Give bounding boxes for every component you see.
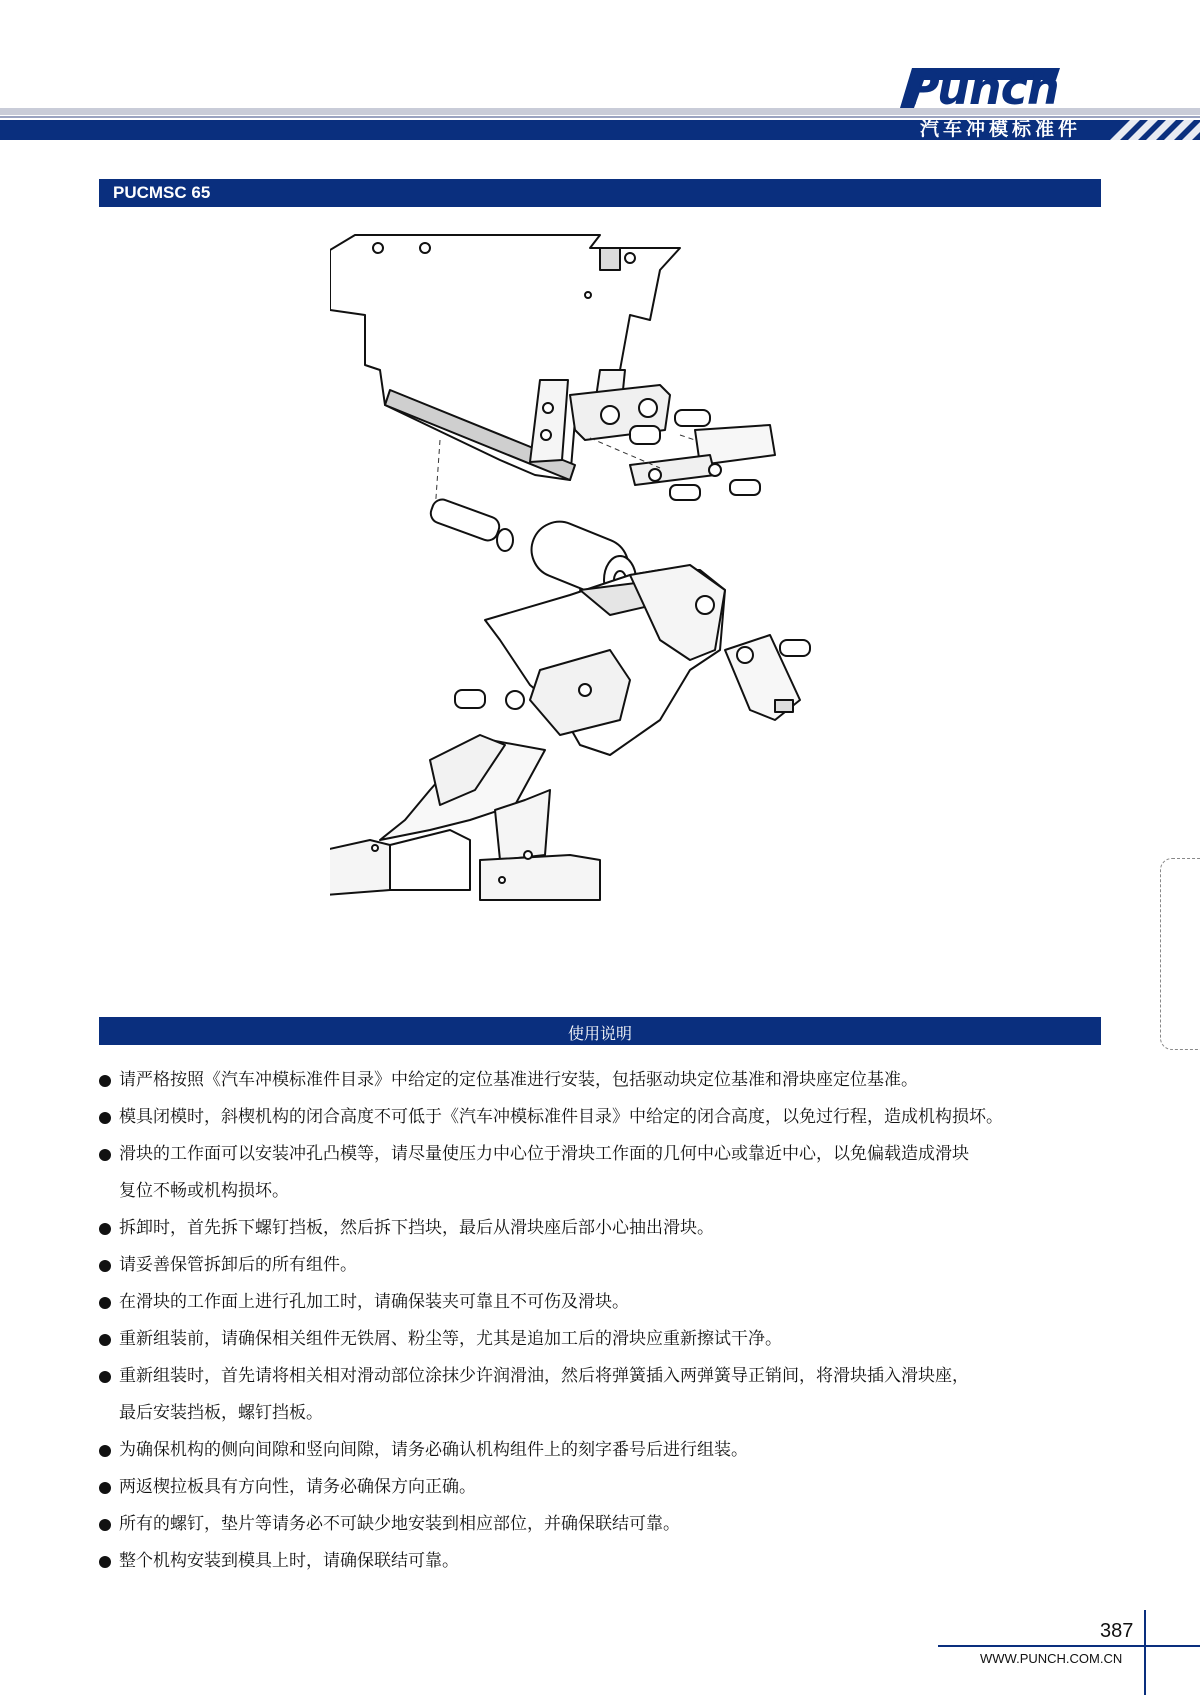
instruction-item: 整个机构安装到模具上时，请确保联结可靠。 [99,1543,1109,1580]
instruction-item: 请严格按照《汽车冲模标准件目录》中给定的定位基准进行安装，包括驱动块定位基准和滑块座定位基准。 [99,1062,1109,1099]
bullet-icon [99,1260,111,1272]
model-title: PUCMSC 65 [113,183,211,202]
instructions-list [99,1062,1109,1580]
instruction-item: 重新组装前，请确保相关组件无铁屑、粉尘等，尤其是追加工后的滑块应重新擦试干净。 [99,1321,1109,1358]
instruction-item: 所有的螺钉，垫片等请务必不可缺少地安装到相应部位，并确保联结可靠。 [99,1506,1109,1543]
instruction-item: 在滑块的工作面上进行孔加工时，请确保装夹可靠且不可伤及滑块。 [99,1284,1109,1321]
model-title-bar [99,179,1101,207]
footer-horizontal-rule [938,1645,1200,1647]
instruction-item: 重新组装时，首先请将相关相对滑动部位涂抹少许润滑油，然后将弹簧插入两弹簧导正销间，将滑块插入滑块座， 最后安装挡板，螺钉挡板。 [99,1358,1109,1432]
logo-wordmark: Punch [906,61,1059,115]
instruction-item: 拆卸时，首先拆下螺钉挡板，然后拆下挡块，最后从滑块座后部小心抽出滑块。 [99,1210,1109,1247]
bullet-icon [99,1445,111,1457]
footer-url: WWW.PUNCH.COM.CN [980,1651,1123,1666]
instruction-item: 请妥善保管拆卸后的所有组件。 [99,1247,1109,1284]
base-left [330,840,390,895]
bullet-icon [99,1519,111,1531]
bullet-icon [99,1297,111,1309]
bullet-icon [99,1556,111,1568]
usage-title-bar [99,1017,1101,1045]
bullet-icon [99,1223,111,1235]
exploded-assembly-drawing [330,230,870,990]
instruction-item: 两返楔拉板具有方向性，请务必确保方向正确。 [99,1469,1109,1506]
bullet-icon [99,1482,111,1494]
guide-pin [428,497,502,543]
bullet-icon [99,1112,111,1124]
page-number: 387 [1100,1620,1134,1642]
logo-subtitle: 汽车冲模标准件 [920,118,1082,140]
instruction-item: 模具闭模时，斜楔机构的闭合高度不可低于《汽车冲模标准件目录》中给定的闭合高度，以免过行程，造成机构损坏。 [99,1099,1109,1136]
bullet-icon [99,1371,111,1383]
bullet-icon [99,1149,111,1161]
instruction-item: 滑块的工作面可以安装冲孔凸模等，请尽量使压力中心位于滑块工作面的几何中心或靠近中心，以免偏载造成滑块 复位不畅或机构损坏。 [99,1136,1109,1210]
bullet-icon [99,1075,111,1087]
bullet-icon [99,1334,111,1346]
side-tab-outline [1160,858,1200,1050]
base-right [480,855,600,900]
footer-vertical-rule [1144,1610,1146,1695]
usage-title: 使用说明 [567,1024,632,1043]
instruction-item: 为确保机构的侧向间隙和竖向间隙，请务必确认机构组件上的刻字番号后进行组装。 [99,1432,1109,1469]
